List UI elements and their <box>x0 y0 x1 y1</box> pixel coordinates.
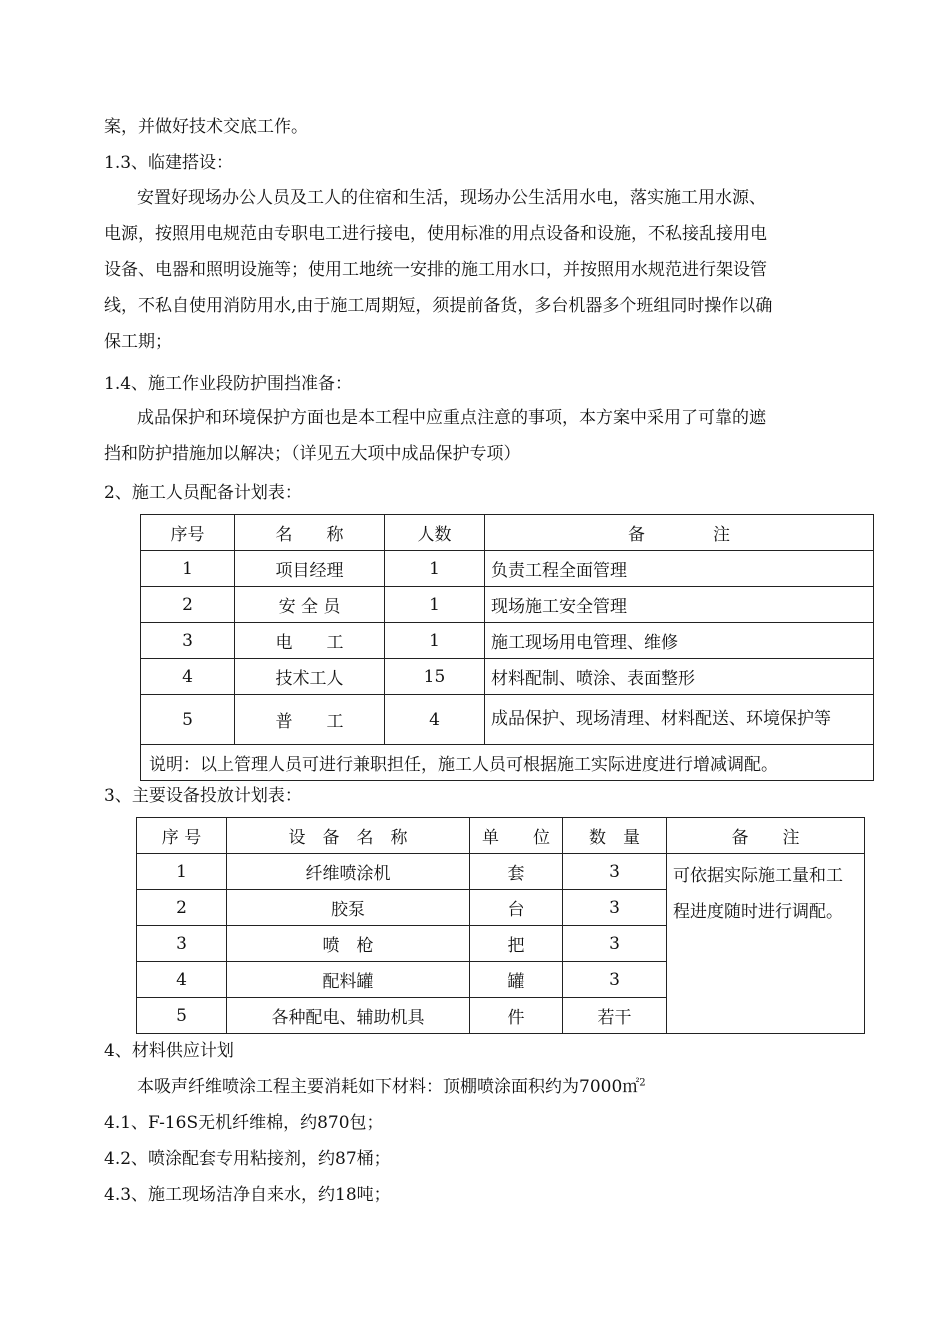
table-footnote-row <box>141 745 874 781</box>
table-cell: 1 <box>385 623 485 659</box>
table-cell: 15 <box>385 659 485 695</box>
heading-1-3: 1.3、临建搭设： <box>104 153 234 173</box>
table-cell: 3 <box>141 623 235 659</box>
table-cell: 电 工 <box>235 623 385 659</box>
table-cell: 5 <box>141 695 235 745</box>
table-cell: 把 <box>470 926 563 962</box>
staff-plan-table <box>140 514 874 781</box>
table-cell: 1 <box>141 551 235 587</box>
header-cell: 设 备 名 称 <box>227 818 470 854</box>
table-header-row <box>137 818 865 854</box>
paragraph-line: 保工期； <box>104 332 172 352</box>
table-cell: 现场施工安全管理 <box>485 587 874 623</box>
heading-1-4: 1.4、施工作业段防护围挡准备： <box>104 374 353 394</box>
header-cell: 备 注 <box>667 818 865 854</box>
table-cell: 普 工 <box>235 695 385 745</box>
table-cell: 2 <box>141 587 235 623</box>
paragraph-text: 本吸声纤维喷涂工程主要消耗如下材料：顶棚喷涂面积约为7000㎡ <box>137 1077 640 1097</box>
table-row <box>141 623 874 659</box>
table-cell: 3 <box>137 926 227 962</box>
paragraph-1-4 <box>104 400 864 472</box>
table-cell: 纤维喷涂机 <box>227 854 470 890</box>
table-cell: 3 <box>563 926 667 962</box>
item-4-3: 4.3、施工现场洁净自来水，约18吨； <box>104 1185 391 1205</box>
equipment-plan-table <box>136 817 865 1034</box>
table-cell: 施工现场用电管理、维修 <box>485 623 874 659</box>
table-footnote: 说明：以上管理人员可进行兼职担任，施工人员可根据施工实际进度进行增减调配。 <box>141 745 874 781</box>
table-cell: 3 <box>563 854 667 890</box>
table-cell: 负责工程全面管理 <box>485 551 874 587</box>
table-cell: 安 全 员 <box>235 587 385 623</box>
remarks-cell: 可依据实际施工量和工程进度随时进行调配。 <box>667 854 865 1034</box>
table-cell: 项目经理 <box>235 551 385 587</box>
table-cell: 1 <box>385 587 485 623</box>
table-cell: 3 <box>563 890 667 926</box>
table-cell: 喷 枪 <box>227 926 470 962</box>
table-cell: 2 <box>137 890 227 926</box>
table-cell: 1 <box>385 551 485 587</box>
heading-4: 4、材料供应计划 <box>104 1041 234 1061</box>
paragraph-line: 线，不私自使用消防用水,由于施工周期短，须提前备货，多台机器多个班组同时操作以确 <box>104 296 773 316</box>
header-cell: 名 称 <box>235 515 385 551</box>
header-cell: 序 号 <box>137 818 227 854</box>
table-cell: 4 <box>137 962 227 998</box>
table-row <box>141 695 874 745</box>
paragraph-line: 安置好现场办公人员及工人的住宿和生活，现场办公生活用水电，落实施工用水源、 <box>137 188 766 208</box>
item-4-1: 4.1、F-16S无机纤维棉，约870包； <box>104 1113 384 1133</box>
table-cell: 胶泵 <box>227 890 470 926</box>
table-cell: 1 <box>137 854 227 890</box>
paragraph-1-3 <box>104 180 864 360</box>
paragraph-continuation: 案，并做好技术交底工作。 <box>104 117 308 137</box>
paragraph-line: 挡和防护措施加以解决；（详见五大项中成品保护专项） <box>104 444 521 464</box>
table-cell: 4 <box>141 659 235 695</box>
paragraph-line: 电源，按照用电规范由专职电工进行接电，使用标准的用点设备和设施，不私接乱接用电 <box>104 224 767 244</box>
table-cell: 成品保护、现场清理、材料配送、环境保护等 <box>485 695 874 745</box>
table-cell: 套 <box>470 854 563 890</box>
header-cell: 单 位 <box>470 818 563 854</box>
table-row <box>141 551 874 587</box>
table-row <box>141 587 874 623</box>
table-cell: 若干 <box>563 998 667 1034</box>
table-cell: 罐 <box>470 962 563 998</box>
table-cell: 材料配制、喷涂、表面整形 <box>485 659 874 695</box>
superscript: 2 <box>639 1077 646 1089</box>
table-cell: 台 <box>470 890 563 926</box>
header-cell: 备 注 <box>485 515 874 551</box>
table-cell: 配料罐 <box>227 962 470 998</box>
table-cell: 技术工人 <box>235 659 385 695</box>
table-row <box>137 854 865 890</box>
paragraph-4 <box>137 1077 646 1097</box>
table-cell: 4 <box>385 695 485 745</box>
table-cell: 3 <box>563 962 667 998</box>
heading-3: 3、主要设备投放计划表： <box>104 786 302 806</box>
table-cell: 件 <box>470 998 563 1034</box>
header-cell: 人数 <box>385 515 485 551</box>
header-cell: 数 量 <box>563 818 667 854</box>
table-cell: 各种配电、辅助机具 <box>227 998 470 1034</box>
table-cell: 5 <box>137 998 227 1034</box>
item-4-2: 4.2、喷涂配套专用粘接剂，约87桶； <box>104 1149 391 1169</box>
table-row <box>141 659 874 695</box>
paragraph-line: 成品保护和环境保护方面也是本工程中应重点注意的事项，本方案中采用了可靠的遮 <box>137 408 766 428</box>
heading-2: 2、施工人员配备计划表： <box>104 483 302 503</box>
paragraph-line: 设备、电器和照明设施等；使用工地统一安排的施工用水口，并按照用水规范进行架设管 <box>104 260 767 280</box>
header-cell: 序号 <box>141 515 235 551</box>
table-header-row <box>141 515 874 551</box>
